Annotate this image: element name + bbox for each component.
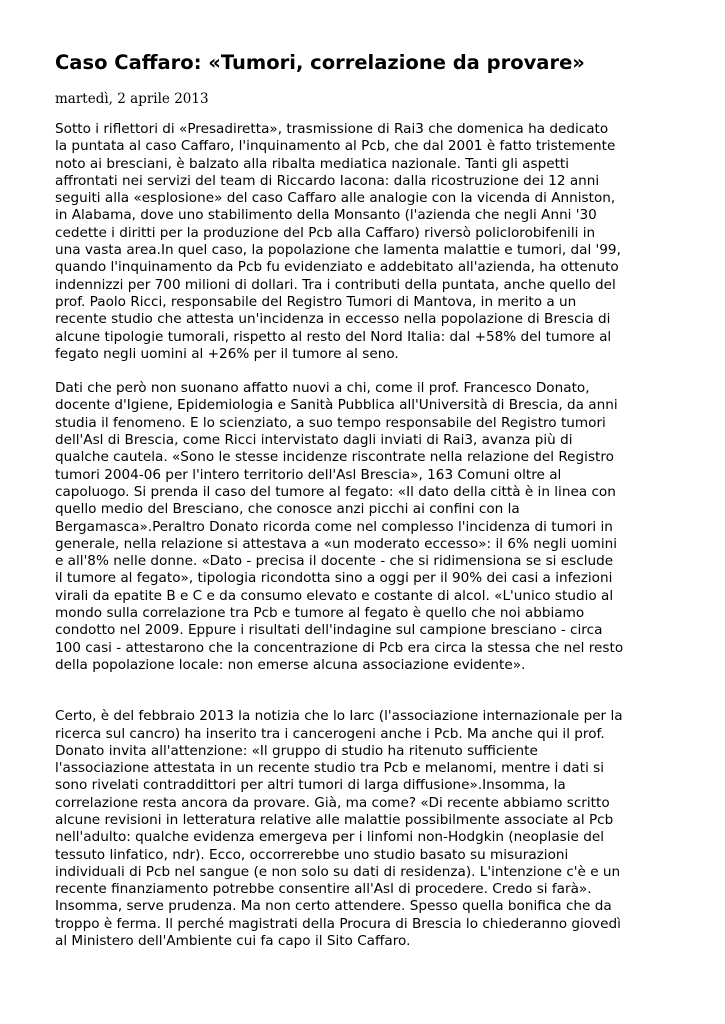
text-line: una vasta area.In quel caso, la popolazione che lamenta malattie e tumori, dal '99, [55,242,621,259]
text-line: la puntata al caso Caffaro, l'inquinamento al Pcb, che dal 2001 è fatto tristemente [55,138,616,155]
text-line: Donato invita all'attenzione: «Il gruppo di studio ha ritenuto sufficiente [55,742,538,759]
text-line: nell'adulto: qualche evidenza emergeva per i linfomi non-Hodgkin (neoplasie del [55,829,604,846]
text-line: qualche cautela. «Sono le stesse incidenze riscontrate nella relazione del Registro [55,449,614,466]
text-line: correlazione resta ancora da provare. Già, ma come? «Di recente abbiamo scritto [55,794,610,811]
text-line: alcune revisioni in letteratura relative alle malattie possibilmente associate al Pcb [55,811,614,828]
text-line: al Ministero dell'Ambiente cui fa capo il Sito Caffaro. [55,933,411,950]
text-line: virali da epatite B e C e da consumo elevato e costante di alcol. «L'unico studio al [55,587,614,604]
text-line: 100 casi - attestarono che la concentrazione di Pcb era circa la stessa che nel resto [55,639,624,656]
text-line: capoluogo. Si prenda il caso del tumore al fegato: «Il dato della città è in linea con [55,483,616,500]
article-title: Caso Caffaro: «Tumori, correlazione da provare» [55,51,585,74]
text-line: Bergamasca».Peraltro Donato ricorda come nel complesso l'incidenza di tumori in [55,518,613,535]
text-line: condotto nel 2009. Eppure i risultati dell'indagine sul campione bresciano - circa [55,622,603,639]
paragraph-2 [55,380,700,674]
text-line: il tumore al fegato», tipologia ricondotta sino a oggi per il 90% dei casi a infezioni [55,570,613,587]
paragraph-1 [55,121,700,363]
text-line: recente studio che attesta un'incidenza in eccesso nella popolazione di Brescia di [55,311,611,328]
text-line: studia il fenomeno. E lo scienziato, a suo tempo responsabile del Registro tumori [55,414,606,431]
text-line: sono rivelati contraddittori per altri tumori di larga diffusione».Insomma, la [55,777,566,794]
text-line: recente finanziamento potrebbe consentire all'Asl di procedere. Credo si farà». [55,881,592,898]
text-line: cedette i diritti per la produzione del Pcb alla Caffaro) riversò policlorobifenili in [55,224,596,241]
text-line: affrontati nei servizi del team di Riccardo Iacona: dalla ricostruzione dei 12 anni [55,172,600,189]
text-line: mondo sulla correlazione tra Pcb e tumore al fegato è quello che noi abbiamo [55,605,585,622]
text-line: quello medio del Bresciano, che conosce anzi picchi ai confini con la [55,501,520,518]
text-line: generale, nella relazione si attestava a «un moderato eccesso»: il 6% negli uomini [55,535,618,552]
text-line: quando l'inquinamento da Pcb fu evidenziato e addebitato all'azienda, ha ottenuto [55,259,619,276]
article-date: martedì, 2 aprile 2013 [55,91,209,107]
text-line: Insomma, serve prudenza. Ma non certo attendere. Spesso quella bonifica che da [55,898,612,915]
text-line: indennizzi per 700 milioni di dollari. Tra i contributi della puntata, anche quello del [55,276,616,293]
text-line: in Alabama, dove uno stabilimento della Monsanto (l'azienda che negli Anni '30 [55,207,597,224]
text-line: troppo è ferma. Il perché magistrati della Procura di Brescia lo chiederanno giovedì [55,915,621,932]
text-line: l'associazione attestata in un recente studio tra Pcb e melanomi, mentre i dati si [55,760,605,777]
text-line: alcune tipologie tumorali, rispetto al resto del Nord Italia: dal +58% del tumore al [55,328,612,345]
text-line: noto ai bresciani, è balzato alla ribalta mediatica nazionale. Tanti gli aspetti [55,155,570,172]
article [55,0,700,950]
paragraph-3 [55,708,700,950]
text-line: Certo, è del febbraio 2013 la notizia che lo Iarc (l'associazione internazionale per la [55,708,623,725]
text-line: Sotto i riflettori di «Presadiretta», trasmissione di Rai3 che domenica ha dedicato [55,121,609,137]
text-line: della popolazione locale: non emerse alcuna associazione evidente». [55,656,526,673]
text-line: prof. Paolo Ricci, responsabile del Registro Tumori di Mantova, in merito a un [55,293,577,310]
text-line: tessuto linfatico, ndr). Ecco, occorrerebbe uno studio basato su misurazioni [55,846,569,863]
text-line: dell'Asl di Brescia, come Ricci intervistato dagli inviati di Rai3, avanza più di [55,432,573,449]
text-line: Dati che però non suonano affatto nuovi a chi, come il prof. Francesco Donato, [55,380,590,397]
text-line: tumori 2004-06 per l'intero territorio dell'Asl Brescia», 163 Comuni oltre al [55,466,562,483]
text-line: docente d'Igiene, Epidemiologia e Sanità Pubblica all'Università di Brescia, da anni [55,397,618,414]
text-line: seguiti alla «esplosione» del caso Caffaro alle analogie con la vicenda di Anniston, [55,190,616,207]
text-line: e all'8% nelle donne. «Dato - precisa il docente - che si ridimensiona se si esclude [55,553,614,570]
text-line: ricerca sul cancro) ha inserito tra i cancerogeni anche i Pcb. Ma anche qui il prof. [55,725,605,742]
text-line: individuali di Pcb nel sangue (e non solo su dati di residenza). L'intenzione c'è e un [55,863,621,880]
text-line: fegato negli uomini al +26% per il tumore al seno. [55,345,399,362]
